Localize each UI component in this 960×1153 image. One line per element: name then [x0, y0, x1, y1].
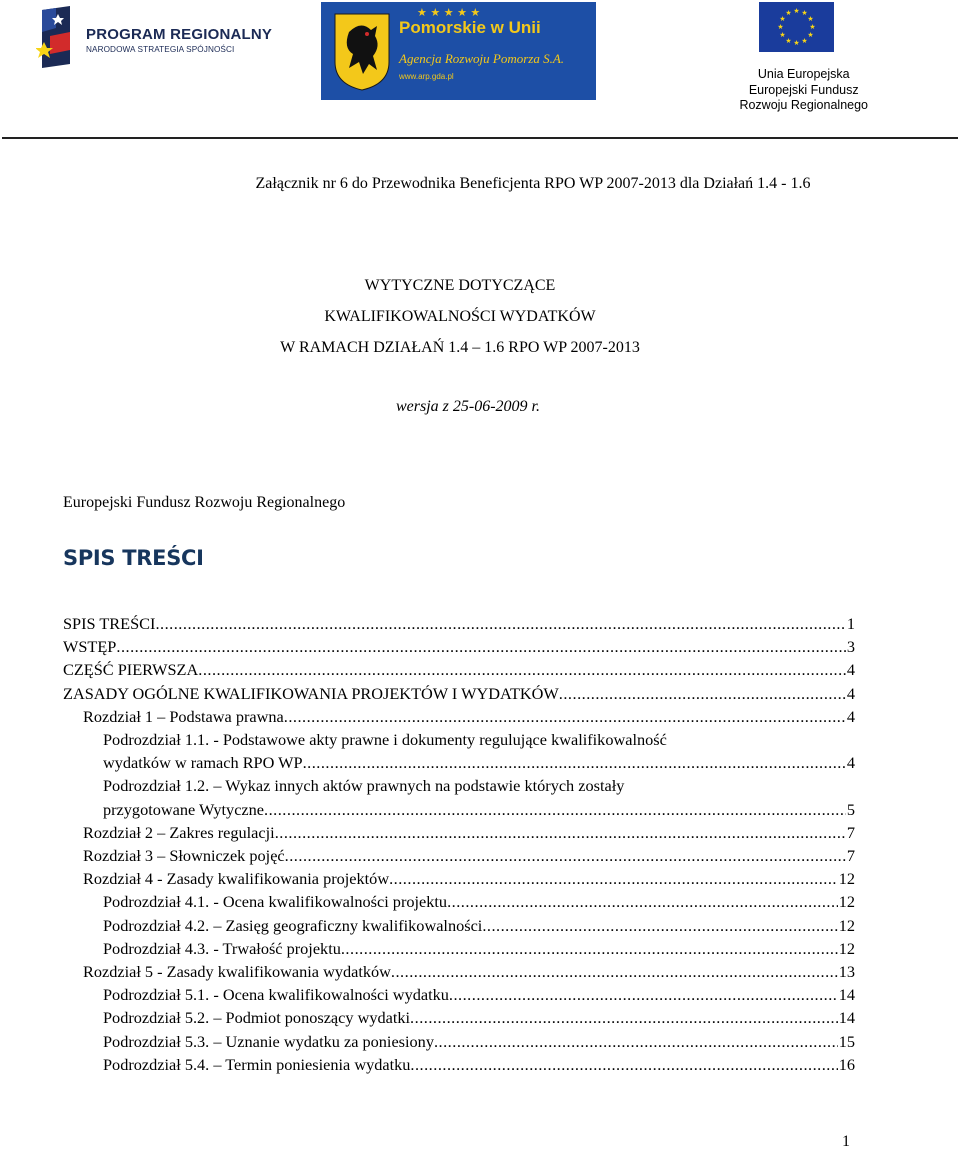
- eu-flag-logo: [759, 2, 834, 52]
- toc-entry-page: 4: [846, 660, 855, 680]
- toc-entry-title: Rozdział 5 - Zasady kwalifikowania wydatków: [83, 962, 391, 982]
- svg-text:★: ★: [807, 15, 814, 23]
- annex-line: [0, 175, 960, 193]
- toc-entry-title: Rozdział 3 – Słowniczek pojęć: [83, 846, 285, 866]
- toc-entry-page: 12: [838, 915, 855, 935]
- page-header: [0, 0, 960, 140]
- svg-text:★: ★: [785, 37, 792, 45]
- toc-entry-page: 7: [846, 822, 855, 842]
- toc-entry-page: 15: [838, 1031, 855, 1051]
- page-number: 1: [842, 1133, 850, 1150]
- pomorskie-w-unii-logo: [321, 2, 596, 100]
- title-line-3: W RAMACH DZIAŁAŃ 1.4 – 1.6 RPO WP 2007-2013: [280, 339, 640, 356]
- svg-text:★: ★: [801, 9, 808, 17]
- program-regionalny-emblem-icon: [36, 6, 80, 68]
- toc-entry-title: Rozdział 1 – Podstawa prawna: [83, 706, 284, 726]
- toc-entry-page: 4: [846, 683, 855, 703]
- toc-entry-page: 12: [838, 869, 855, 889]
- header-divider: [2, 137, 958, 139]
- toc-entry[interactable]: [63, 1030, 855, 1053]
- svg-text:★: ★: [777, 23, 784, 31]
- toc-entry[interactable]: [63, 937, 855, 960]
- pomorskie-griffin-icon: [331, 12, 393, 92]
- toc-entry-page: 7: [846, 846, 855, 866]
- toc-entry-page: 4: [846, 706, 855, 726]
- toc-entry-page: 14: [838, 985, 855, 1005]
- eu-text-line-2: Europejski Fundusz: [748, 82, 859, 97]
- toc-entry-title: CZĘŚĆ PIERWSZA: [63, 660, 199, 680]
- svg-text:★: ★: [779, 15, 786, 23]
- toc-entry[interactable]: [63, 658, 855, 681]
- pomorskie-url: www.arp.gda.pl: [399, 72, 454, 81]
- program-regionalny-logo: [36, 6, 276, 66]
- toc-entry[interactable]: [63, 705, 855, 728]
- toc-entry[interactable]: [63, 983, 855, 1006]
- svg-text:★: ★: [801, 37, 808, 45]
- toc-entry[interactable]: [63, 798, 855, 821]
- toc-entry[interactable]: [63, 635, 855, 658]
- toc-entry[interactable]: [63, 1053, 855, 1076]
- svg-text:★: ★: [807, 31, 814, 39]
- toc-entry-title: Podrozdział 5.2. – Podmiot ponoszący wydatki: [103, 1008, 411, 1028]
- toc-entry-title-line1[interactable]: Podrozdział 1.2. – Wykaz innych aktów prawnych na podstawie których zostały: [103, 776, 625, 796]
- toc-entry-title: Podrozdział 5.1. - Ocena kwalifikowalności wydatku: [103, 985, 449, 1005]
- pomorskie-agency: Agencja Rozwoju Pomorza S.A.: [399, 51, 565, 66]
- version-text: wersja z 25-06-2009 r.: [395, 398, 540, 415]
- toc-entry-title: ZASADY OGÓLNE KWALIFIKOWANIA PROJEKTÓW I WYDATKÓW: [63, 683, 559, 703]
- eu-fund-label: [739, 67, 868, 114]
- eu-stars-icon: [759, 2, 834, 52]
- toc-entry-page: 16: [838, 1054, 855, 1074]
- toc-entry-title: Rozdział 4 - Zasady kwalifikowania projektów: [83, 869, 390, 889]
- document-title: [0, 270, 960, 363]
- program-regionalny-subtitle: NARODOWA STRATEGIA SPÓJNOŚCI: [86, 45, 235, 54]
- svg-text:★: ★: [785, 9, 792, 17]
- toc-entry[interactable]: [63, 821, 855, 844]
- toc-entry-page: 14: [838, 1008, 855, 1028]
- toc-entry-title: Rozdział 2 – Zakres regulacji: [83, 822, 275, 842]
- svg-text:★: ★: [793, 7, 800, 15]
- title-line-2: KWALIFIKOWALNOŚCI WYDATKÓW: [324, 308, 596, 325]
- toc-entry-title: Podrozdział 4.2. – Zasięg geograficzny kwalifikowalności: [103, 915, 483, 935]
- program-regionalny-title: PROGRAM REGIONALNY: [86, 26, 273, 43]
- toc-entry-title: Podrozdział 5.4. – Termin poniesienia wydatku: [103, 1054, 411, 1074]
- annex-text: Załącznik nr 6 do Przewodnika Beneficjenta RPO WP 2007-2013 dla Działań 1.4 - 1.6: [255, 175, 811, 192]
- toc-heading: SPIS TREŚCI: [63, 546, 204, 570]
- toc-entry-page: 12: [838, 892, 855, 912]
- toc-entry[interactable]: [63, 890, 855, 913]
- toc-entry-page: 12: [838, 938, 855, 958]
- toc-entry-page: 5: [846, 799, 855, 819]
- toc-entry[interactable]: [63, 867, 855, 890]
- toc-entry[interactable]: [63, 751, 855, 774]
- toc-entry-title: SPIS TREŚCI: [63, 614, 156, 633]
- pomorskie-title: Pomorskie w Unii: [399, 18, 541, 37]
- toc-entry-page: 4: [846, 753, 855, 773]
- toc-entry[interactable]: [63, 682, 855, 705]
- toc-entry[interactable]: [63, 914, 855, 937]
- toc-entry-title: Podrozdział 5.3. – Uznanie wydatku za poniesiony: [103, 1031, 434, 1051]
- toc-entry-page: 3: [846, 637, 855, 657]
- toc-entry-title: Podrozdział 4.3. - Trwałość projektu: [103, 938, 341, 958]
- toc-entry-page: 1: [846, 614, 855, 633]
- fund-name: Europejski Fundusz Rozwoju Regionalnego: [63, 494, 346, 511]
- svg-text:★ ★ ★ ★ ★: ★ ★ ★ ★ ★: [417, 6, 481, 19]
- title-line-1: WYTYCZNE DOTYCZĄCE: [364, 277, 556, 294]
- toc-entry-title: wydatków w ramach RPO WP: [103, 753, 303, 773]
- version-line: [0, 398, 960, 416]
- eu-text-line-1: Unia Europejska: [757, 67, 850, 81]
- toc-entry[interactable]: [63, 960, 855, 983]
- eu-text-line-3: Rozwoju Regionalnego: [739, 98, 868, 112]
- toc-entry-title: przygotowane Wytyczne: [103, 799, 265, 819]
- toc-entry[interactable]: [63, 1006, 855, 1029]
- toc-entry-page: 13: [838, 962, 855, 982]
- table-of-contents: [63, 612, 855, 1076]
- toc-entry-title: Podrozdział 4.1. - Ocena kwalifikowalności projektu: [103, 892, 448, 912]
- toc-entry[interactable]: [63, 844, 855, 867]
- stars-ring-icon: [417, 5, 487, 19]
- toc-entry-title: WSTĘP: [63, 637, 117, 657]
- toc-entry-title-line1[interactable]: Podrozdział 1.1. - Podstawowe akty prawne i dokumenty regulujące kwalifikowalność: [103, 730, 667, 750]
- svg-text:★: ★: [779, 31, 786, 39]
- svg-text:★: ★: [809, 23, 816, 31]
- svg-text:★: ★: [793, 39, 800, 47]
- toc-entry[interactable]: [63, 612, 855, 635]
